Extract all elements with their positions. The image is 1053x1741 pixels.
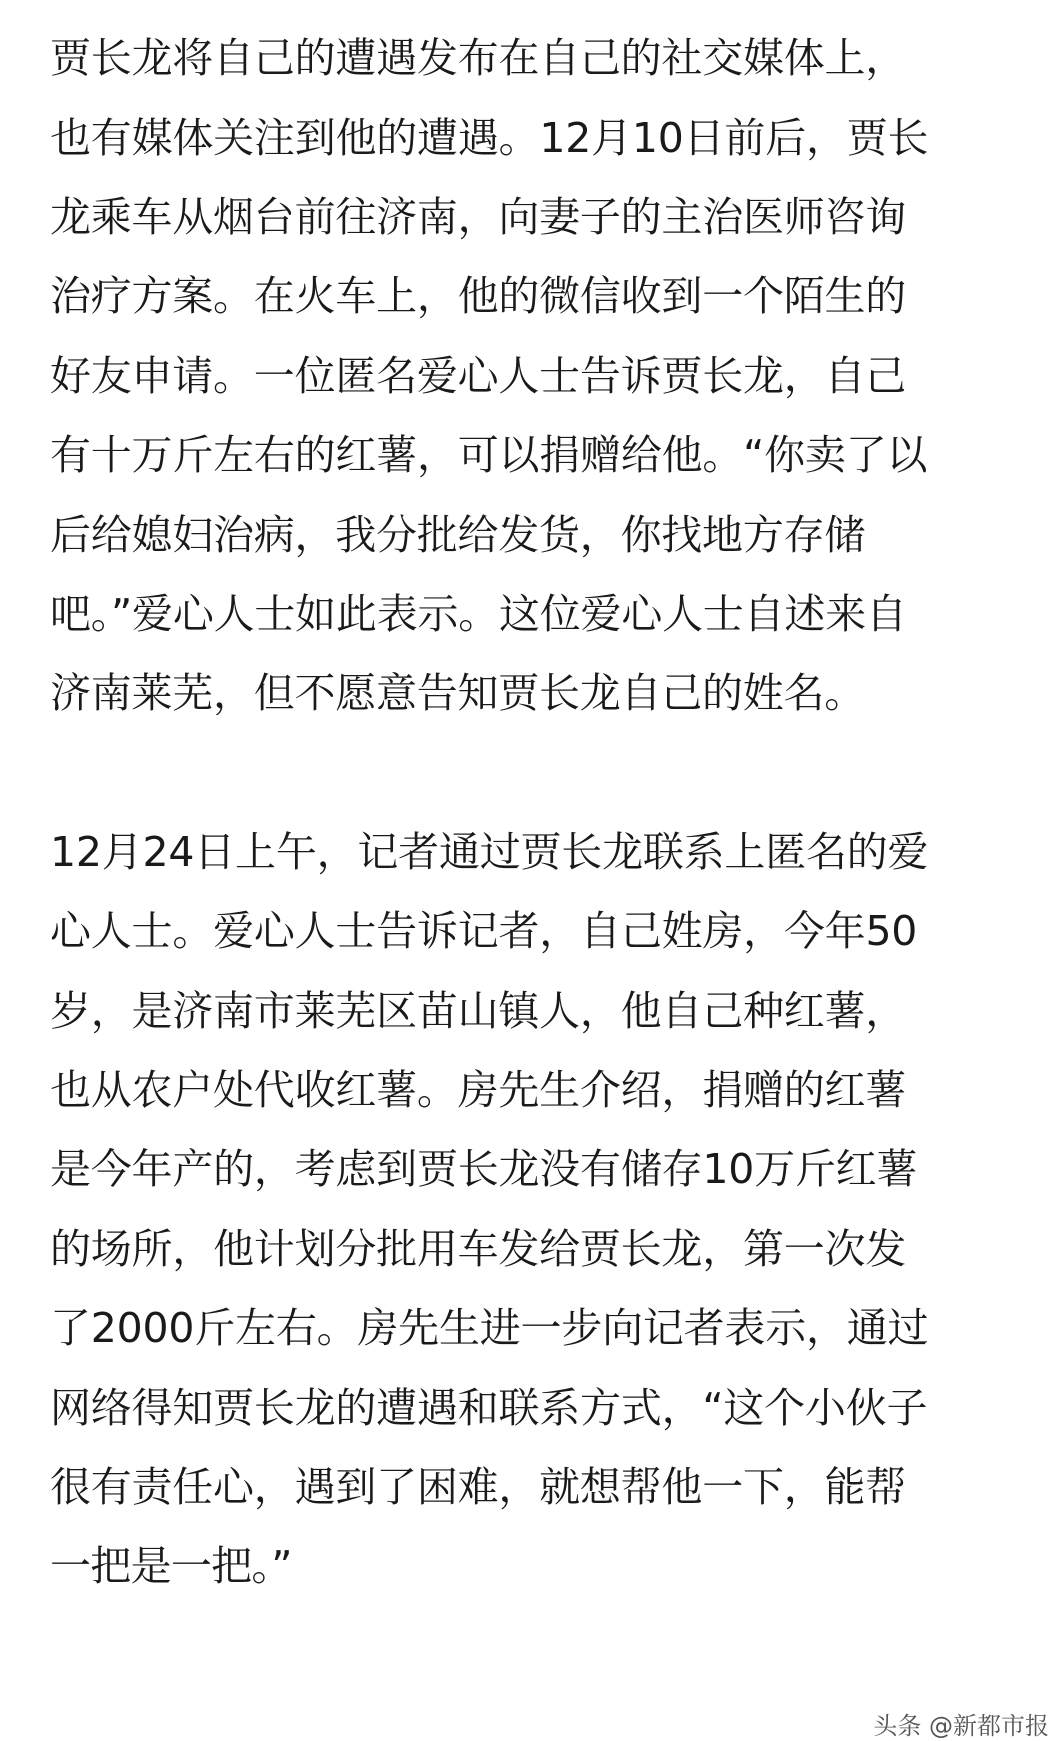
paragraph-1-line-2: 也有媒体关注到他的遭遇。12月10日前后，贾长 [50, 114, 929, 162]
paragraph-2-line-8: 网络得知贾长龙的遭遇和联系方式，“这个小伙子 [50, 1384, 928, 1432]
paragraph-2-line-3: 岁，是济南市莱芜区苗山镇人，他自己种红薯， [50, 987, 906, 1035]
paragraph-1-line-5: 好友申请。一位匿名爱心人士告诉贾长龙，自己 [50, 352, 906, 400]
paragraph-2-line-4: 也从农户处代收红薯。房先生介绍，捐赠的红薯 [50, 1066, 906, 1114]
paragraph-2-line-5: 是今年产的，考虑到贾长龙没有储存10万斤红薯 [50, 1145, 918, 1193]
paragraph-2-line-9: 很有责任心，遇到了困难，就想帮他一下，能帮 [50, 1463, 906, 1511]
source-watermark: 头条 @新都市报 [873, 1712, 1049, 1740]
paragraph-2-line-7: 了2000斤左右。房先生进一步向记者表示，通过 [50, 1304, 929, 1352]
paragraph-1-line-3: 龙乘车从烟台前往济南，向妻子的主治医师咨询 [50, 193, 906, 241]
paragraph-2-line-1: 12月24日上午，记者通过贾长龙联系上匿名的爱 [50, 828, 929, 876]
paragraph-2-line-10: 一把是一把。” [50, 1542, 292, 1590]
paragraph-1-line-6: 有十万斤左右的红薯，可以捐赠给他。“你卖了以 [50, 431, 928, 479]
paragraph-1-line-7: 后给媳妇治病，我分批给发货，你找地方存储 [50, 511, 865, 559]
paragraph-1-line-4: 治疗方案。在火车上，他的微信收到一个陌生的 [50, 272, 906, 320]
paragraph-2-line-6: 的场所，他计划分批用车发给贾长龙，第一次发 [50, 1225, 906, 1273]
paragraph-1-line-9: 济南莱芜，但不愿意告知贾长龙自己的姓名。 [50, 669, 865, 717]
paragraph-1-line-8: 吧。”爱心人士如此表示。这位爱心人士自述来自 [50, 590, 907, 638]
paragraph-1-line-1: 贾长龙将自己的遭遇发布在自己的社交媒体上， [50, 34, 906, 82]
paragraph-2-line-2: 心人士。爱心人士告诉记者，自己姓房，今年50 [50, 907, 918, 955]
